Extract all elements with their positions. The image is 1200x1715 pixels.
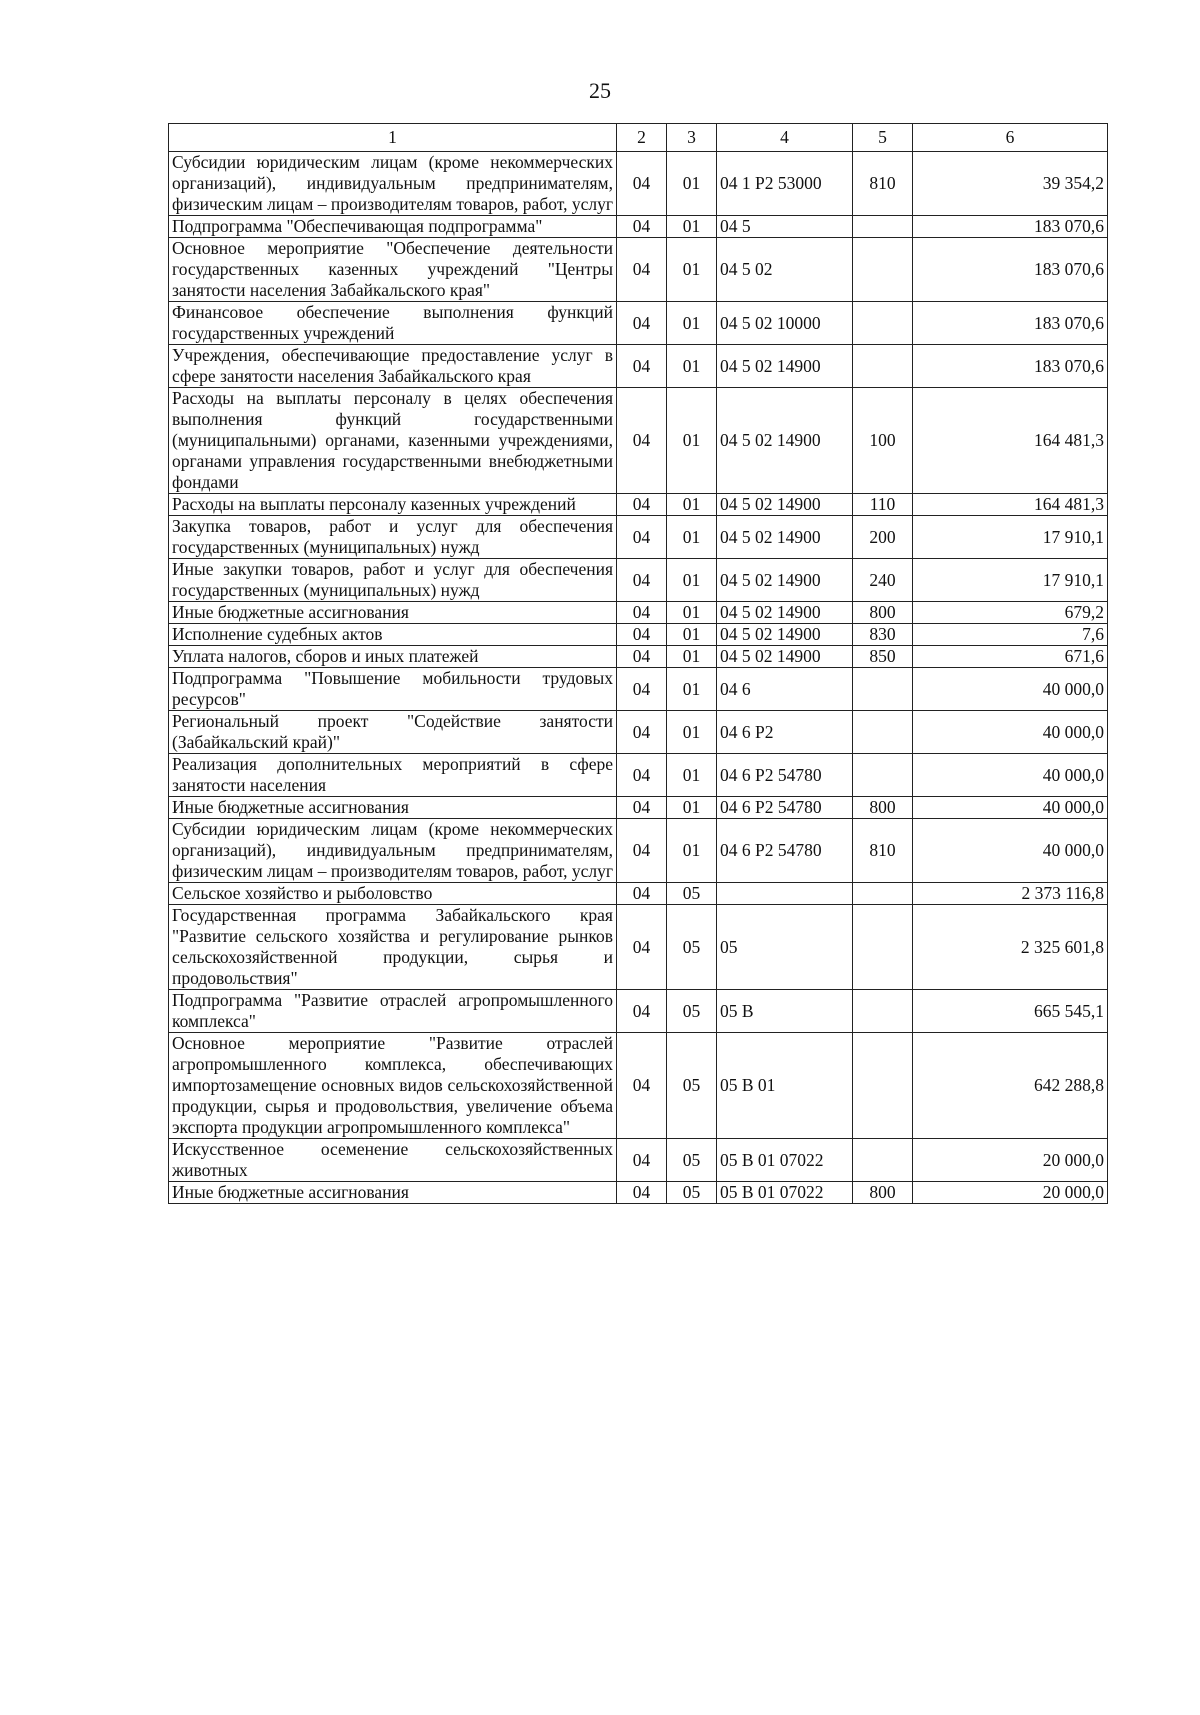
item-name: Иные бюджетные ассигнования bbox=[169, 797, 617, 819]
page-number: 25 bbox=[589, 78, 611, 103]
target-article-code: 04 6 P2 54780 bbox=[717, 819, 853, 883]
column-header-1: 1 bbox=[169, 124, 617, 152]
table-row bbox=[169, 494, 1108, 516]
amount: 20 000,0 bbox=[913, 1182, 1108, 1204]
target-article-code: 04 6 bbox=[717, 668, 853, 711]
column-header-5: 5 bbox=[853, 124, 913, 152]
table-row bbox=[169, 1182, 1108, 1204]
expense-type-code bbox=[853, 990, 913, 1033]
expense-type-code: 810 bbox=[853, 152, 913, 216]
expense-type-code bbox=[853, 754, 913, 797]
expense-type-code: 800 bbox=[853, 797, 913, 819]
expense-type-code: 240 bbox=[853, 559, 913, 602]
amount: 40 000,0 bbox=[913, 819, 1108, 883]
subsection-code: 05 bbox=[667, 990, 717, 1033]
target-article-code: 05 В 01 07022 bbox=[717, 1139, 853, 1182]
target-article-code: 04 1 P2 53000 bbox=[717, 152, 853, 216]
item-name: Закупка товаров, работ и услуг для обеспечения государственных (муниципальных) нужд bbox=[169, 516, 617, 559]
amount: 164 481,3 bbox=[913, 388, 1108, 494]
amount: 183 070,6 bbox=[913, 216, 1108, 238]
target-article-code: 04 6 P2 54780 bbox=[717, 797, 853, 819]
section-code: 04 bbox=[617, 797, 667, 819]
subsection-code: 01 bbox=[667, 494, 717, 516]
table-row bbox=[169, 238, 1108, 302]
target-article-code: 04 5 02 14900 bbox=[717, 624, 853, 646]
subsection-code: 01 bbox=[667, 668, 717, 711]
amount: 183 070,6 bbox=[913, 302, 1108, 345]
amount: 183 070,6 bbox=[913, 345, 1108, 388]
table-row bbox=[169, 559, 1108, 602]
subsection-code: 01 bbox=[667, 345, 717, 388]
item-name: Исполнение судебных актов bbox=[169, 624, 617, 646]
expense-type-code: 810 bbox=[853, 819, 913, 883]
table-body bbox=[169, 152, 1108, 1204]
target-article-code: 04 6 P2 bbox=[717, 711, 853, 754]
target-article-code: 04 5 02 bbox=[717, 238, 853, 302]
subsection-code: 01 bbox=[667, 152, 717, 216]
subsection-code: 05 bbox=[667, 905, 717, 990]
section-code: 04 bbox=[617, 494, 667, 516]
item-name: Иные закупки товаров, работ и услуг для обеспечения государственных (муниципальных) нужд bbox=[169, 559, 617, 602]
expense-type-code bbox=[853, 1033, 913, 1139]
section-code: 04 bbox=[617, 624, 667, 646]
subsection-code: 05 bbox=[667, 1033, 717, 1139]
table-row bbox=[169, 797, 1108, 819]
target-article-code: 05 В 01 bbox=[717, 1033, 853, 1139]
table-row bbox=[169, 602, 1108, 624]
expense-type-code bbox=[853, 668, 913, 711]
table-row bbox=[169, 905, 1108, 990]
target-article-code: 04 5 02 14900 bbox=[717, 388, 853, 494]
item-name: Основное мероприятие "Развитие отраслей агропромышленного комплекса, обеспечивающих импортозамещение основных видов сельскохозяйственной продукции, сырья и продовольствия, увеличение объема экспорта продукции агропромышленного комплекса" bbox=[169, 1033, 617, 1139]
section-code: 04 bbox=[617, 1033, 667, 1139]
amount: 679,2 bbox=[913, 602, 1108, 624]
amount: 2 325 601,8 bbox=[913, 905, 1108, 990]
item-name: Учреждения, обеспечивающие предоставление услуг в сфере занятости населения Забайкальского края bbox=[169, 345, 617, 388]
expense-type-code bbox=[853, 345, 913, 388]
target-article-code: 04 5 02 14900 bbox=[717, 516, 853, 559]
table-row bbox=[169, 388, 1108, 494]
table-row bbox=[169, 624, 1108, 646]
subsection-code: 01 bbox=[667, 516, 717, 559]
section-code: 04 bbox=[617, 238, 667, 302]
section-code: 04 bbox=[617, 646, 667, 668]
subsection-code: 01 bbox=[667, 797, 717, 819]
item-name: Иные бюджетные ассигнования bbox=[169, 602, 617, 624]
target-article-code: 04 5 02 14900 bbox=[717, 494, 853, 516]
expense-type-code: 800 bbox=[853, 602, 913, 624]
amount: 40 000,0 bbox=[913, 668, 1108, 711]
amount: 17 910,1 bbox=[913, 516, 1108, 559]
expense-type-code bbox=[853, 711, 913, 754]
table-row bbox=[169, 883, 1108, 905]
table-row bbox=[169, 819, 1108, 883]
table-row bbox=[169, 216, 1108, 238]
subsection-code: 01 bbox=[667, 302, 717, 345]
target-article-code: 04 5 02 14900 bbox=[717, 559, 853, 602]
section-code: 04 bbox=[617, 754, 667, 797]
subsection-code: 01 bbox=[667, 602, 717, 624]
target-article-code: 04 5 bbox=[717, 216, 853, 238]
expense-type-code: 800 bbox=[853, 1182, 913, 1204]
subsection-code: 01 bbox=[667, 238, 717, 302]
target-article-code: 04 5 02 14900 bbox=[717, 646, 853, 668]
expense-type-code: 110 bbox=[853, 494, 913, 516]
section-code: 04 bbox=[617, 1182, 667, 1204]
table-row bbox=[169, 345, 1108, 388]
table-row bbox=[169, 152, 1108, 216]
item-name: Государственная программа Забайкальского края "Развитие сельского хозяйства и регулирование рынков сельскохозяйственной продукции, сырья и продовольствия" bbox=[169, 905, 617, 990]
column-header-3: 3 bbox=[667, 124, 717, 152]
item-name: Подпрограмма "Повышение мобильности трудовых ресурсов" bbox=[169, 668, 617, 711]
amount: 40 000,0 bbox=[913, 754, 1108, 797]
section-code: 04 bbox=[617, 516, 667, 559]
item-name: Финансовое обеспечение выполнения функций государственных учреждений bbox=[169, 302, 617, 345]
amount: 2 373 116,8 bbox=[913, 883, 1108, 905]
target-article-code: 05 В bbox=[717, 990, 853, 1033]
item-name: Подпрограмма "Развитие отраслей агропромышленного комплекса" bbox=[169, 990, 617, 1033]
subsection-code: 01 bbox=[667, 624, 717, 646]
table-row bbox=[169, 990, 1108, 1033]
subsection-code: 01 bbox=[667, 646, 717, 668]
item-name: Сельское хозяйство и рыболовство bbox=[169, 883, 617, 905]
expense-type-code bbox=[853, 1139, 913, 1182]
section-code: 04 bbox=[617, 559, 667, 602]
item-name: Субсидии юридическим лицам (кроме некоммерческих организаций), индивидуальным предпринимателям, физическим лицам – производителям товаров, работ, услуг bbox=[169, 819, 617, 883]
item-name: Расходы на выплаты персоналу казенных учреждений bbox=[169, 494, 617, 516]
table-row bbox=[169, 711, 1108, 754]
section-code: 04 bbox=[617, 152, 667, 216]
target-article-code: 05 В 01 07022 bbox=[717, 1182, 853, 1204]
table-row bbox=[169, 646, 1108, 668]
subsection-code: 05 bbox=[667, 883, 717, 905]
amount: 17 910,1 bbox=[913, 559, 1108, 602]
table-row bbox=[169, 516, 1108, 559]
column-header-2: 2 bbox=[617, 124, 667, 152]
subsection-code: 01 bbox=[667, 819, 717, 883]
amount: 20 000,0 bbox=[913, 1139, 1108, 1182]
section-code: 04 bbox=[617, 602, 667, 624]
item-name: Подпрограмма "Обеспечивающая подпрограмма" bbox=[169, 216, 617, 238]
section-code: 04 bbox=[617, 905, 667, 990]
section-code: 04 bbox=[617, 216, 667, 238]
subsection-code: 01 bbox=[667, 754, 717, 797]
amount: 40 000,0 bbox=[913, 797, 1108, 819]
target-article-code: 05 bbox=[717, 905, 853, 990]
subsection-code: 05 bbox=[667, 1139, 717, 1182]
item-name: Субсидии юридическим лицам (кроме некоммерческих организаций), индивидуальным предпринимателям, физическим лицам – производителям товаров, работ, услуг bbox=[169, 152, 617, 216]
table-row bbox=[169, 302, 1108, 345]
section-code: 04 bbox=[617, 711, 667, 754]
amount: 7,6 bbox=[913, 624, 1108, 646]
target-article-code bbox=[717, 883, 853, 905]
column-header-6: 6 bbox=[913, 124, 1108, 152]
subsection-code: 05 bbox=[667, 1182, 717, 1204]
target-article-code: 04 5 02 10000 bbox=[717, 302, 853, 345]
section-code: 04 bbox=[617, 345, 667, 388]
item-name: Искусственное осеменение сельскохозяйственных животных bbox=[169, 1139, 617, 1182]
section-code: 04 bbox=[617, 1139, 667, 1182]
expense-type-code bbox=[853, 302, 913, 345]
item-name: Иные бюджетные ассигнования bbox=[169, 1182, 617, 1204]
item-name: Реализация дополнительных мероприятий в сфере занятости населения bbox=[169, 754, 617, 797]
expense-type-code: 850 bbox=[853, 646, 913, 668]
item-name: Уплата налогов, сборов и иных платежей bbox=[169, 646, 617, 668]
amount: 40 000,0 bbox=[913, 711, 1108, 754]
amount: 164 481,3 bbox=[913, 494, 1108, 516]
expense-type-code bbox=[853, 905, 913, 990]
section-code: 04 bbox=[617, 990, 667, 1033]
amount: 39 354,2 bbox=[913, 152, 1108, 216]
subsection-code: 01 bbox=[667, 388, 717, 494]
expense-type-code bbox=[853, 238, 913, 302]
table-header-row bbox=[169, 124, 1108, 152]
table-row bbox=[169, 1033, 1108, 1139]
section-code: 04 bbox=[617, 668, 667, 711]
item-name: Основное мероприятие "Обеспечение деятельности государственных казенных учреждений "Центры занятости населения Забайкальского края" bbox=[169, 238, 617, 302]
section-code: 04 bbox=[617, 388, 667, 494]
target-article-code: 04 5 02 14900 bbox=[717, 602, 853, 624]
amount: 671,6 bbox=[913, 646, 1108, 668]
section-code: 04 bbox=[617, 883, 667, 905]
section-code: 04 bbox=[617, 819, 667, 883]
item-name: Расходы на выплаты персоналу в целях обеспечения выполнения функций государственными (муниципальными) органами, казенными учреждениями, органами управления государственными внебюджетными фондами bbox=[169, 388, 617, 494]
table-row bbox=[169, 1139, 1108, 1182]
expense-type-code: 200 bbox=[853, 516, 913, 559]
section-code: 04 bbox=[617, 302, 667, 345]
expense-type-code: 830 bbox=[853, 624, 913, 646]
subsection-code: 01 bbox=[667, 711, 717, 754]
table-row bbox=[169, 754, 1108, 797]
expense-type-code bbox=[853, 883, 913, 905]
amount: 665 545,1 bbox=[913, 990, 1108, 1033]
amount: 183 070,6 bbox=[913, 238, 1108, 302]
item-name: Региональный проект "Содействие занятости (Забайкальский край)" bbox=[169, 711, 617, 754]
target-article-code: 04 5 02 14900 bbox=[717, 345, 853, 388]
amount: 642 288,8 bbox=[913, 1033, 1108, 1139]
expense-type-code bbox=[853, 216, 913, 238]
budget-table bbox=[168, 123, 1108, 1204]
subsection-code: 01 bbox=[667, 559, 717, 602]
table-row bbox=[169, 668, 1108, 711]
column-header-4: 4 bbox=[717, 124, 853, 152]
subsection-code: 01 bbox=[667, 216, 717, 238]
expense-type-code: 100 bbox=[853, 388, 913, 494]
target-article-code: 04 6 P2 54780 bbox=[717, 754, 853, 797]
